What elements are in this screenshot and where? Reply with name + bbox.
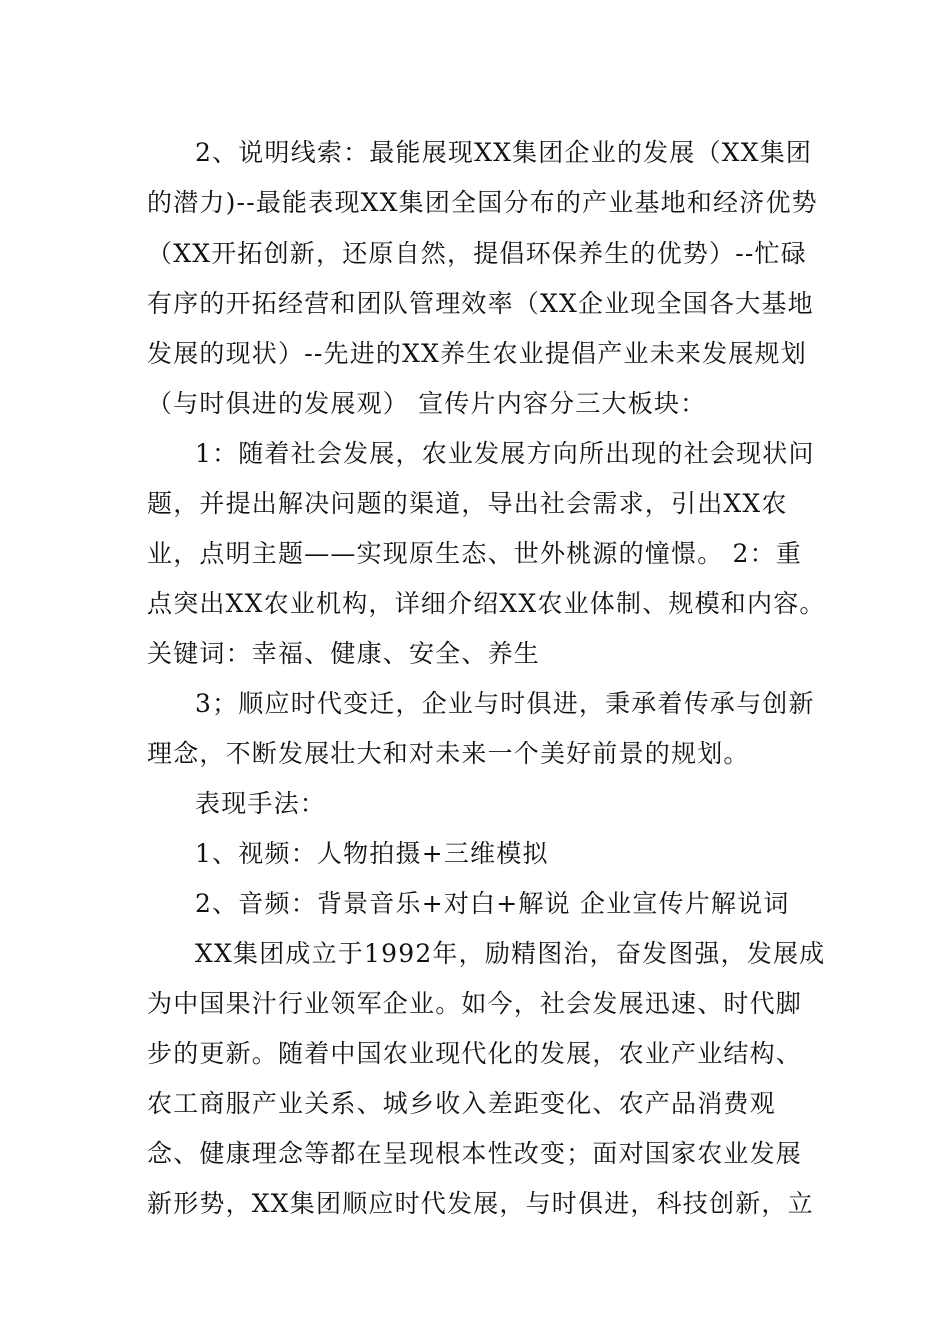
text-line: XX集团成立于1992年，励精图治，奋发图强，发展成 [195,939,826,968]
text-line: 2、音频：背景音乐+对白+解说 企业宣传片解说词 [195,889,790,918]
text-line: 1、视频：人物拍摄+三维模拟 [195,839,549,868]
text-line: 农工商服产业关系、城乡收入差距变化、农产品消费观 [147,1089,776,1118]
text-line: 题，并提出解决问题的渠道，导出社会需求，引出XX农 [147,489,788,518]
text-line: 步的更新。随着中国农业现代化的发展，农业产业结构、 [147,1039,803,1068]
text-line: 的潜力)--最能表现XX集团全国分布的产业基地和经济优势 [147,188,818,217]
text-line: 点突出XX农业机构，详细介绍XX农业体制、规模和内容。 [147,589,826,618]
text-line: 为中国果汁行业领军企业。如今，社会发展迅速、时代脚 [147,989,803,1018]
text-line: 表现手法： [195,789,327,818]
text-line: 发展的现状）--先进的XX养生农业提倡产业未来发展规划 [147,339,807,368]
text-line: 1：随着社会发展，农业发展方向所出现的社会现状问 [195,439,815,468]
text-line: 理念，不断发展壮大和对未来一个美好前景的规划。 [147,739,750,768]
text-line: 新形势，XX集团顺应时代发展，与时俱进，科技创新，立 [147,1189,814,1218]
text-line: 2、说明线索：最能展现XX集团企业的发展（XX集团 [195,138,813,167]
text-line: 3；顺应时代变迁，企业与时俱进，秉承着传承与创新 [195,689,815,718]
text-line: （与时俱进的发展观） 宣传片内容分三大板块： [147,389,707,418]
text-line: 念、健康理念等都在呈现根本性改变；面对国家农业发展 [147,1139,803,1168]
text-line: 业，点明主题——实现原生态、世外桃源的憧憬。 2：重 [147,539,803,568]
text-line: 有序的开拓经营和团队管理效率（XX企业现全国各大基地 [147,289,814,318]
text-line: （XX开拓创新，还原自然，提倡环保养生的优势）--忙碌 [147,239,807,268]
text-line: 关键词：幸福、健康、安全、养生 [147,639,541,668]
